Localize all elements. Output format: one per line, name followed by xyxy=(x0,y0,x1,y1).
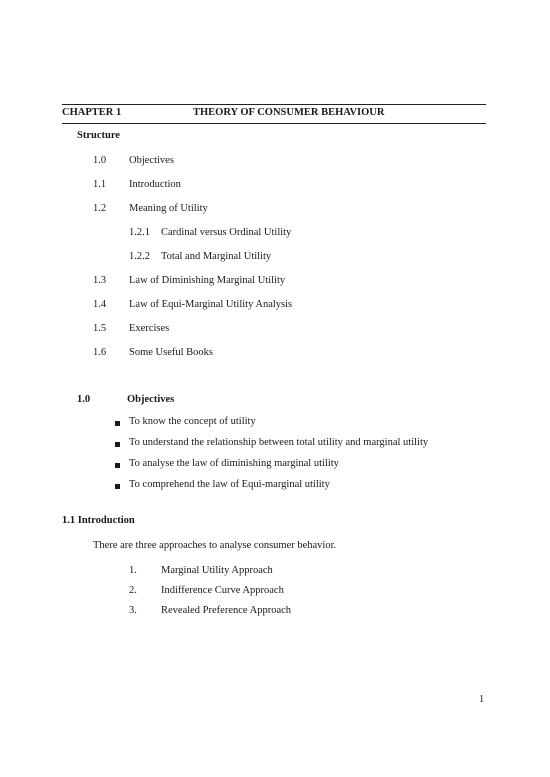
structure-item-label: Meaning of Utility xyxy=(129,203,208,214)
bullet-icon xyxy=(115,421,120,426)
approach-number: 1. xyxy=(129,565,137,576)
structure-heading: Structure xyxy=(77,130,120,141)
approach-number: 2. xyxy=(129,585,137,596)
header-bottom-rule xyxy=(62,123,486,124)
introduction-paragraph: There are three approaches to analyse consumer behavior. xyxy=(93,540,337,551)
bullet-icon xyxy=(115,442,120,447)
structure-item-label: Cardinal versus Ordinal Utility xyxy=(161,227,292,238)
section-heading-objectives: Objectives xyxy=(127,394,175,405)
section-number: 1.0 xyxy=(77,394,91,405)
structure-item-number: 1.3 xyxy=(93,275,107,286)
page-number: 1 xyxy=(479,694,485,705)
structure-item-label: Introduction xyxy=(129,179,181,190)
header-top-rule xyxy=(62,104,486,105)
structure-item-label: Law of Equi-Marginal Utility Analysis xyxy=(129,299,293,310)
structure-item-label: Law of Diminishing Marginal Utility xyxy=(129,275,286,286)
structure-item-label: Some Useful Books xyxy=(129,347,213,358)
structure-item-number: 1.2 xyxy=(93,203,107,214)
structure-item-label: Total and Marginal Utility xyxy=(161,251,272,262)
approach-number: 3. xyxy=(129,605,137,616)
structure-item-label: Objectives xyxy=(129,155,174,166)
structure-item-number: 1.4 xyxy=(93,299,107,310)
structure-item-number: 1.5 xyxy=(93,323,107,334)
objective-text: To comprehend the law of Equi-marginal utility xyxy=(129,479,330,490)
approach-label: Marginal Utility Approach xyxy=(161,565,273,576)
section-heading-introduction: 1.1 Introduction xyxy=(62,515,135,526)
structure-item-number: 1.1 xyxy=(93,179,107,190)
structure-item-number: 1.6 xyxy=(93,347,107,358)
structure-item-number: 1.2.1 xyxy=(129,227,150,238)
objective-text: To analyse the law of diminishing marginal utility xyxy=(129,458,339,469)
objective-text: To understand the relationship between total utility and marginal utility xyxy=(129,437,429,448)
bullet-icon xyxy=(115,484,120,489)
chapter-title: THEORY OF CONSUMER BEHAVIOUR xyxy=(193,107,385,118)
approach-label: Revealed Preference Approach xyxy=(161,605,292,616)
structure-item-label: Exercises xyxy=(129,323,170,334)
objective-text: To know the concept of utility xyxy=(129,416,256,427)
chapter-label: CHAPTER 1 xyxy=(62,107,122,118)
structure-item-number: 1.2.2 xyxy=(129,251,150,262)
approach-label: Indifference Curve Approach xyxy=(161,585,284,596)
structure-item-number: 1.0 xyxy=(93,155,107,166)
bullet-icon xyxy=(115,463,120,468)
